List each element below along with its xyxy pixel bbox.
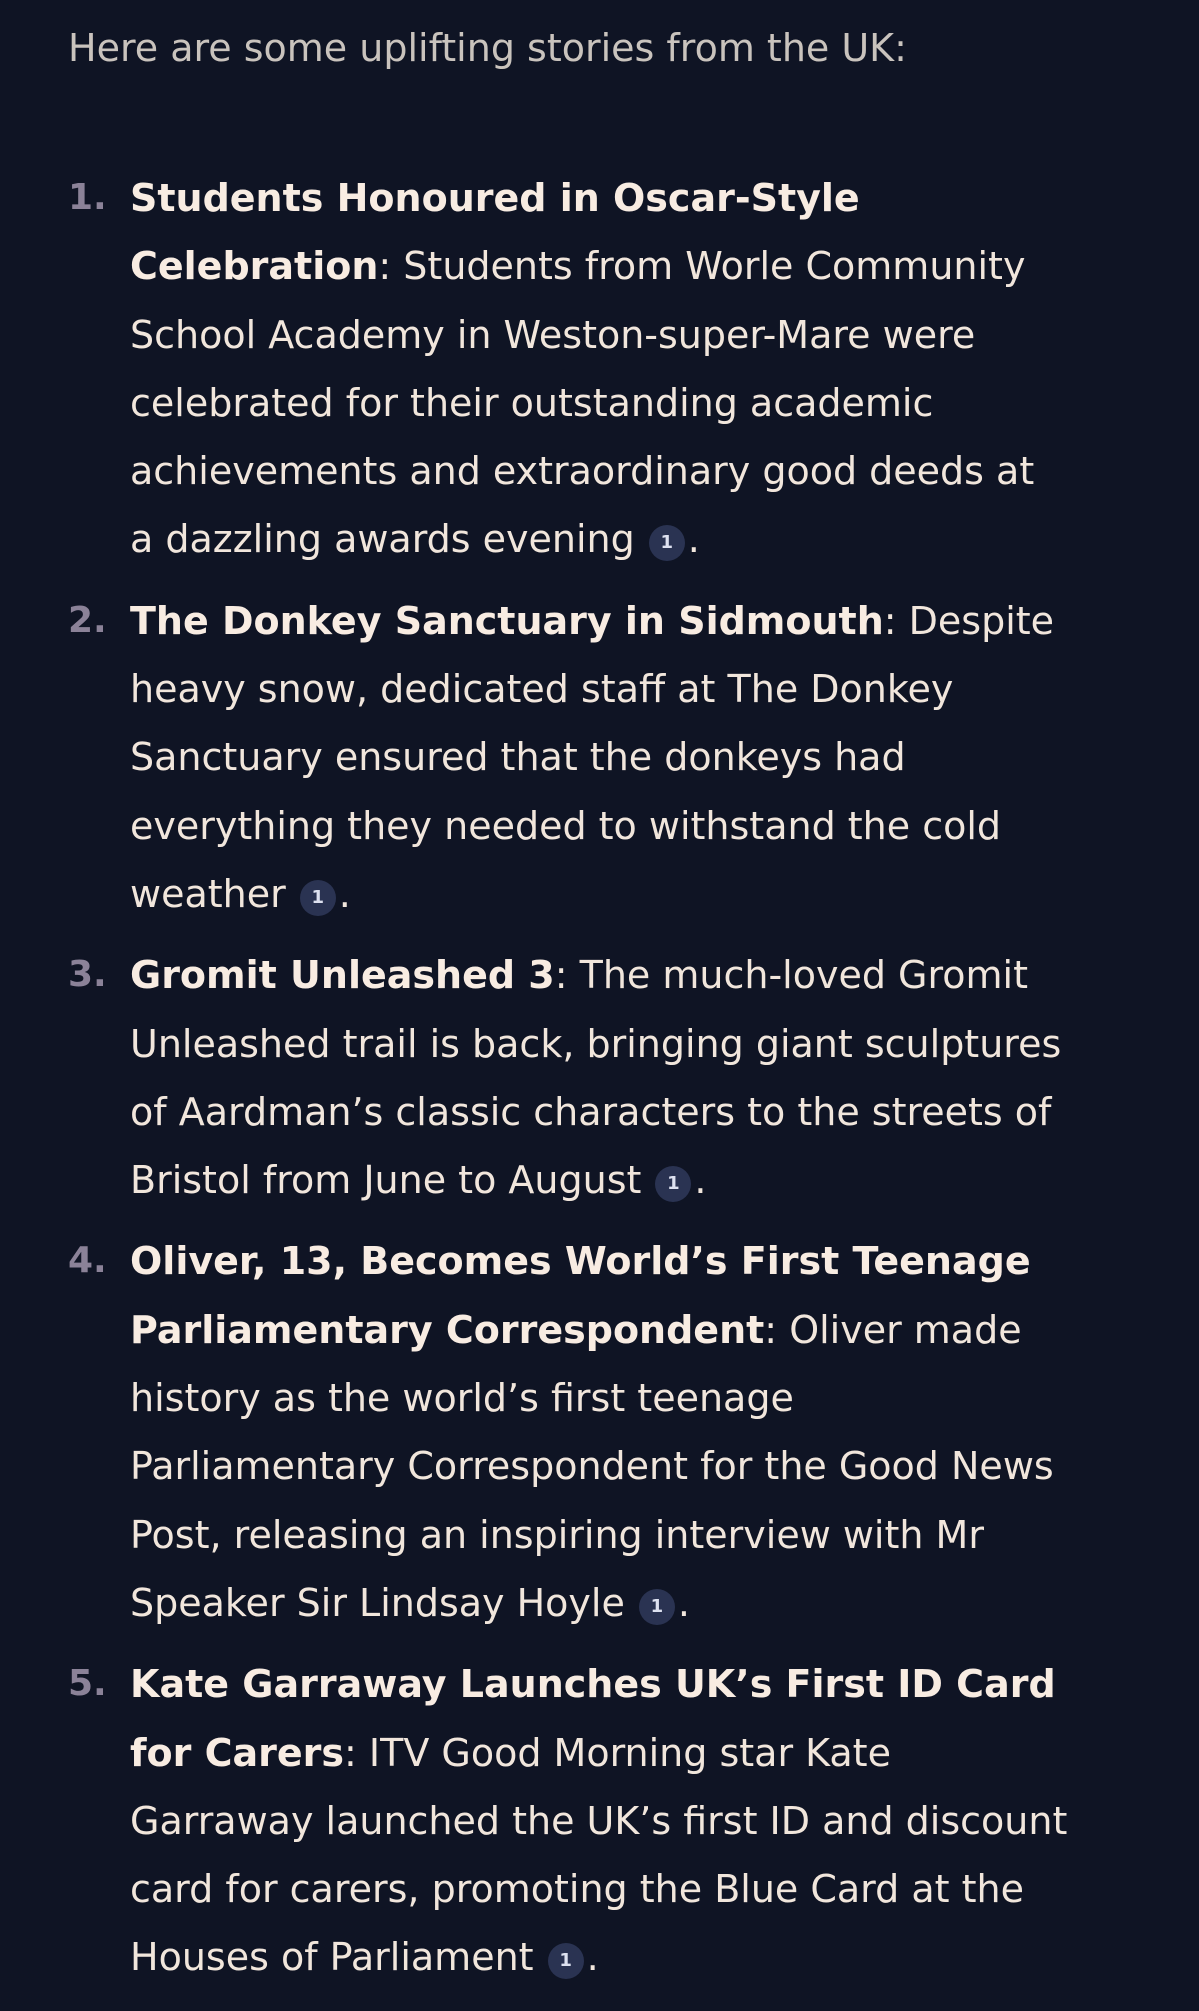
story-text xyxy=(130,164,1068,574)
list-item xyxy=(68,941,1068,1214)
citation-badge[interactable]: 1 xyxy=(300,880,336,916)
list-item xyxy=(68,587,1068,928)
list-number: 1. xyxy=(68,177,107,218)
story-end: . xyxy=(694,1158,707,1203)
citation-badge[interactable]: 1 xyxy=(548,1943,584,1979)
story-separator: : xyxy=(883,598,897,643)
story-body: ITV Good Morning star Kate Garraway launched the UK’s first ID and discount card for carers, promoting the Blue Card at the Houses of Parliament xyxy=(130,1730,1068,1980)
story-body: The much-loved Gromit Unleashed trail is back, bringing giant sculptures of Aardman’s classic characters to the streets of Bristol from June to August xyxy=(130,953,1062,1203)
citation-badge[interactable]: 1 xyxy=(649,525,685,561)
list-number: 5. xyxy=(68,1663,107,1705)
story-title: Oliver, 13, Becomes World’s First Teenage Parliamentary Correspondent xyxy=(130,1239,1031,1352)
list-number: 3. xyxy=(68,954,107,996)
story-separator: : xyxy=(554,953,568,998)
story-title: Kate Garraway Launches UK’s First ID Card for Carers xyxy=(130,1662,1056,1775)
story-text xyxy=(130,1650,1068,1991)
story-text xyxy=(130,941,1068,1214)
story-separator: : xyxy=(344,1730,357,1775)
story-end: . xyxy=(338,871,351,916)
list-item xyxy=(68,164,1068,574)
story-end: . xyxy=(586,1935,599,1980)
story-body: Oliver made history as the world’s first teenage Parliamentary Correspondent for the Good News Post, releasing an inspiring interview with Mr Speaker Sir Lindsay Hoyle xyxy=(130,1307,1054,1625)
story-separator: : xyxy=(378,244,392,289)
intro-text: Here are some uplifting stories from the UK: xyxy=(68,26,907,70)
chat-response xyxy=(68,0,1068,2005)
list-item xyxy=(68,1650,1068,1991)
story-text xyxy=(130,587,1068,928)
list-number: 4. xyxy=(68,1240,107,1282)
citation-badge[interactable]: 1 xyxy=(639,1589,675,1625)
story-body: Despite heavy snow, dedicated staff at The Donkey Sanctuary ensured that the donkeys had everything they needed to withstand the cold weather xyxy=(130,598,1055,916)
story-title: Gromit Unleashed 3 xyxy=(130,953,555,998)
list-item xyxy=(68,1227,1068,1637)
story-title: The Donkey Sanctuary in Sidmouth xyxy=(130,598,884,643)
list-number: 2. xyxy=(68,599,107,641)
story-title: Students Honoured in Oscar-Style Celebration xyxy=(130,176,860,289)
story-end: . xyxy=(687,517,700,562)
stories-list xyxy=(68,164,1068,1992)
citation-badge[interactable]: 1 xyxy=(655,1166,691,1202)
story-body: Students from Worle Community School Academy in Weston-super-Mare were celebrated for their outstanding academic achievements and extraordinary good deeds at a dazzling awards evening xyxy=(130,244,1035,562)
story-text xyxy=(130,1227,1068,1637)
story-end: . xyxy=(677,1580,690,1625)
story-separator: : xyxy=(764,1307,778,1352)
